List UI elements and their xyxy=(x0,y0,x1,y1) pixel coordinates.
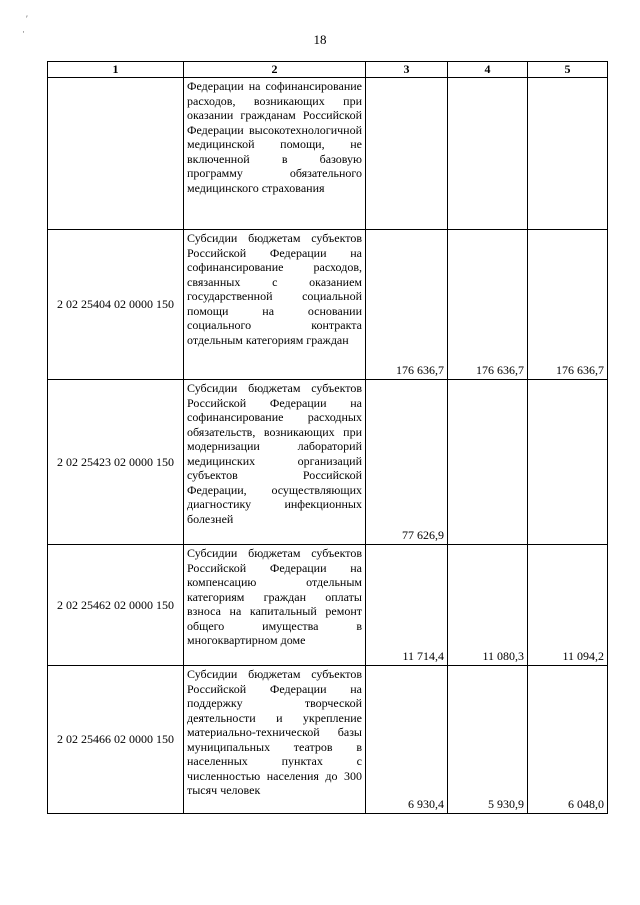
row-value-3: 77 626,9 xyxy=(366,380,448,545)
header-col-4: 4 xyxy=(448,62,528,78)
row-code xyxy=(48,78,184,230)
row-value-4: 5 930,9 xyxy=(448,666,528,814)
budget-table xyxy=(47,61,608,814)
row-value-5: 176 636,7 xyxy=(528,230,608,380)
row-description: Субсидии бюджетам субъектов Российской Федерации на софинансирование расходных обязательств, возникающих при модернизации лабораторий медицинских организаций субъектов Российской Федерации, осуществляющих диагностику инфекционных болезней xyxy=(184,380,366,545)
table-row xyxy=(48,230,608,380)
row-code: 2 02 25462 02 0000 150 xyxy=(48,545,184,666)
header-col-1: 1 xyxy=(48,62,184,78)
row-value-3 xyxy=(366,78,448,230)
row-value-5: 6 048,0 xyxy=(528,666,608,814)
row-description: Субсидии бюджетам субъектов Российской Федерации на поддержку творческой деятельности и укрепление материально-технической базы муниципальных театров в населенных пунктах с численностью населения до 300 тысяч человек xyxy=(184,666,366,814)
row-code: 2 02 25466 02 0000 150 xyxy=(48,666,184,814)
row-value-5 xyxy=(528,380,608,545)
row-value-4: 11 080,3 xyxy=(448,545,528,666)
row-value-4: 176 636,7 xyxy=(448,230,528,380)
row-value-3: 176 636,7 xyxy=(366,230,448,380)
row-value-3: 6 930,4 xyxy=(366,666,448,814)
scan-speck: ′ xyxy=(26,14,28,24)
scan-speck: · xyxy=(22,27,25,37)
header-col-2: 2 xyxy=(184,62,366,78)
row-value-5 xyxy=(528,78,608,230)
header-row xyxy=(48,62,608,78)
table-row xyxy=(48,78,608,230)
row-description: Федерации на софинансирование расходов, возникающих при оказании гражданам Российской Федерации высокотехнологичной медицинской помощи, не включенной в базовую программу обязательного медицинского страхования xyxy=(184,78,366,230)
row-value-4 xyxy=(448,380,528,545)
table-row xyxy=(48,380,608,545)
table-row xyxy=(48,666,608,814)
table-row xyxy=(48,545,608,666)
row-code: 2 02 25404 02 0000 150 xyxy=(48,230,184,380)
row-description: Субсидии бюджетам субъектов Российской Федерации на софинансирование расходов, связанных с оказанием государственной социальной помощи на основании социального контракта отдельным категориям граждан xyxy=(184,230,366,380)
row-description: Субсидии бюджетам субъектов Российской Федерации на компенсацию отдельным категориям граждан оплаты взноса на капитальный ремонт общего имущества в многоквартирном доме xyxy=(184,545,366,666)
row-value-5: 11 094,2 xyxy=(528,545,608,666)
header-col-5: 5 xyxy=(528,62,608,78)
row-value-3: 11 714,4 xyxy=(366,545,448,666)
header-col-3: 3 xyxy=(366,62,448,78)
row-code: 2 02 25423 02 0000 150 xyxy=(48,380,184,545)
page-number: 18 xyxy=(313,32,327,47)
row-value-4 xyxy=(448,78,528,230)
